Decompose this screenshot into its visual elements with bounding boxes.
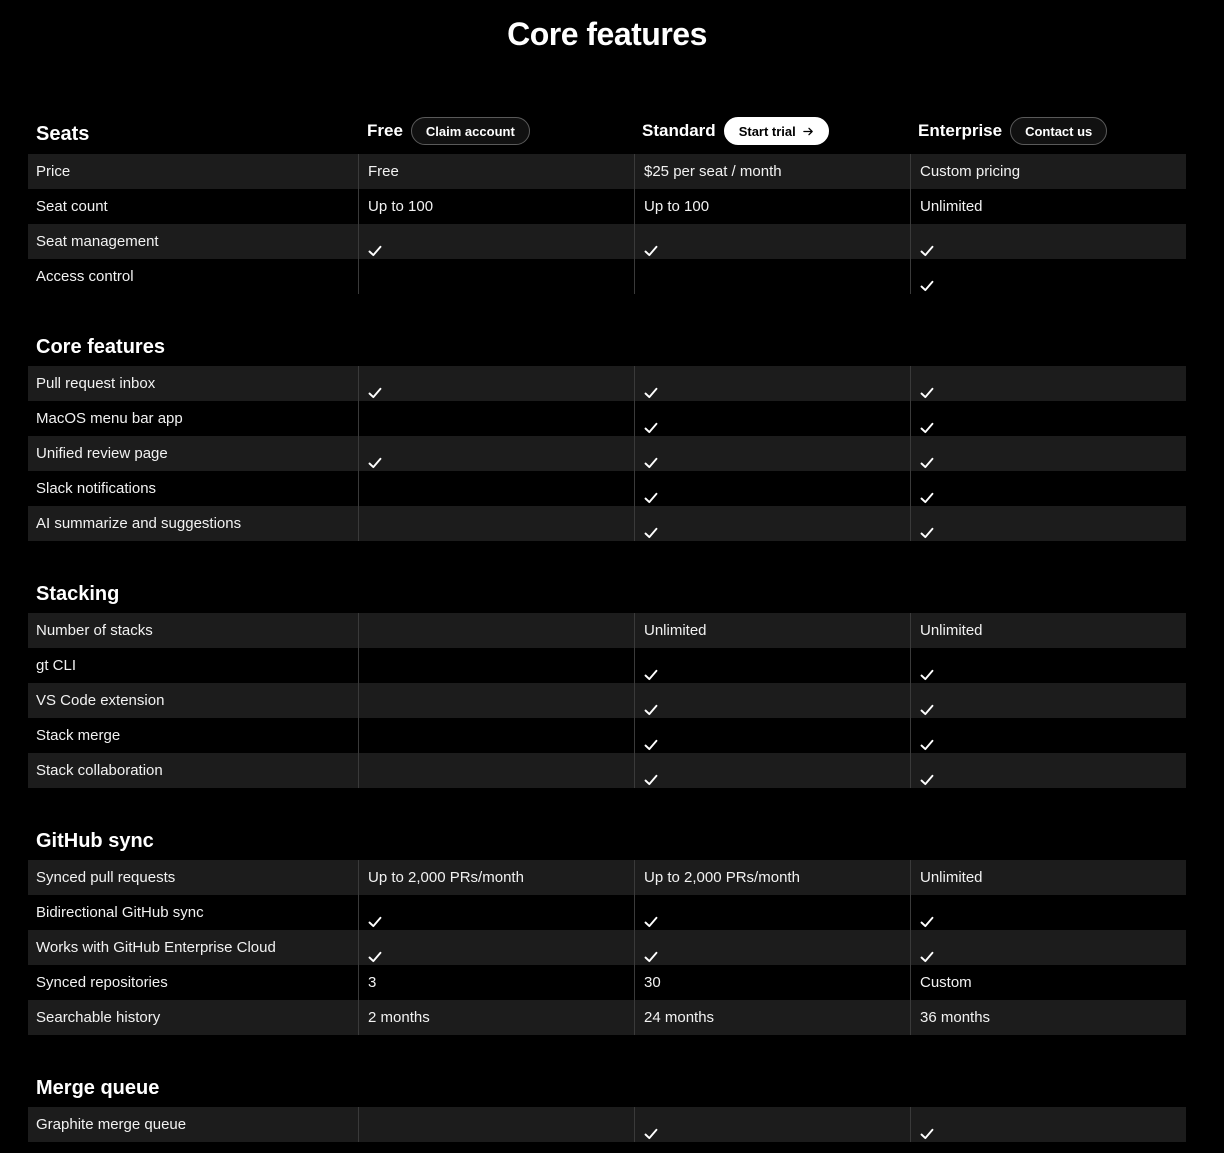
table-row bbox=[28, 895, 1186, 930]
plan-cell-standard bbox=[634, 965, 910, 1000]
feature-label: Unified review page bbox=[36, 445, 168, 462]
feature-label: VS Code extension bbox=[36, 692, 165, 709]
check-icon bbox=[644, 729, 658, 741]
check-icon bbox=[920, 377, 934, 389]
plan-cell-standard bbox=[634, 471, 910, 506]
feature-label: Seat count bbox=[36, 198, 108, 215]
check-icon bbox=[920, 906, 934, 918]
table-row bbox=[28, 471, 1186, 506]
plan-cell-standard bbox=[634, 648, 910, 683]
plan-cell-standard bbox=[634, 224, 910, 259]
plan-cell-enterprise bbox=[910, 965, 1186, 1000]
plan-cell-free bbox=[358, 1000, 634, 1035]
plan-cell-enterprise bbox=[910, 224, 1186, 259]
feature-label: Stack merge bbox=[36, 727, 121, 744]
feature-label: MacOS menu bar app bbox=[36, 410, 183, 427]
start-trial-button[interactable] bbox=[724, 117, 829, 145]
plan-cell-enterprise bbox=[910, 189, 1186, 224]
check-icon bbox=[920, 447, 934, 459]
feature-label: Pull request inbox bbox=[36, 375, 156, 392]
plan-cell-value: 36 months bbox=[920, 1009, 991, 1026]
table-row bbox=[28, 613, 1186, 648]
plan-cell-value: 24 months bbox=[644, 1009, 715, 1026]
plan-cell-value: Free bbox=[368, 163, 399, 180]
plan-cell-free bbox=[358, 436, 634, 471]
plan-cell-value: Unlimited bbox=[920, 622, 983, 639]
section-rows bbox=[28, 860, 1186, 1035]
plan-cell-value: 3 bbox=[368, 974, 377, 991]
plan-cell-standard bbox=[634, 506, 910, 541]
table-row bbox=[28, 648, 1186, 683]
feature-label: AI summarize and suggestions bbox=[36, 515, 242, 532]
table-row bbox=[28, 860, 1186, 895]
plan-cell-standard bbox=[634, 189, 910, 224]
plan-cell-free bbox=[358, 965, 634, 1000]
table-row bbox=[28, 718, 1186, 753]
plan-name-enterprise: Enterprise bbox=[918, 121, 1003, 140]
page-title: Core features bbox=[507, 16, 707, 52]
check-icon bbox=[920, 482, 934, 494]
plan-cell-standard bbox=[634, 259, 910, 294]
check-icon bbox=[644, 659, 658, 671]
feature-label: Searchable history bbox=[36, 1009, 161, 1026]
plan-cell-value: $25 per seat / month bbox=[644, 163, 782, 180]
plan-cell-standard bbox=[634, 930, 910, 965]
plan-cell-free bbox=[358, 718, 634, 753]
table-row bbox=[28, 154, 1186, 189]
feature-label: Bidirectional GitHub sync bbox=[36, 904, 204, 921]
plan-cell-free bbox=[358, 259, 634, 294]
table-row bbox=[28, 965, 1186, 1000]
table-row bbox=[28, 401, 1186, 436]
check-icon bbox=[644, 235, 658, 247]
plan-cell-free bbox=[358, 895, 634, 930]
plan-cell-value: 2 months bbox=[368, 1009, 430, 1026]
plan-cell-free bbox=[358, 471, 634, 506]
check-icon bbox=[644, 377, 658, 389]
check-icon bbox=[644, 482, 658, 494]
plan-cell-enterprise bbox=[910, 895, 1186, 930]
check-icon bbox=[368, 447, 382, 459]
check-icon bbox=[644, 1118, 658, 1130]
section-title-stacking: Stacking bbox=[36, 583, 120, 605]
plan-cell-value: Custom bbox=[920, 974, 972, 991]
plan-cell-free bbox=[358, 860, 634, 895]
plan-cell-enterprise bbox=[910, 930, 1186, 965]
plan-cell-value: Up to 100 bbox=[368, 198, 434, 215]
section-rows bbox=[28, 366, 1186, 541]
check-icon bbox=[920, 270, 934, 282]
plan-cell-standard bbox=[634, 895, 910, 930]
plan-cell-enterprise bbox=[910, 753, 1186, 788]
check-icon bbox=[368, 235, 382, 247]
feature-label: gt CLI bbox=[36, 657, 77, 674]
plan-standard bbox=[642, 116, 829, 146]
check-icon bbox=[920, 412, 934, 424]
plan-cell-standard bbox=[634, 860, 910, 895]
plan-enterprise bbox=[918, 116, 1107, 146]
check-icon bbox=[920, 235, 934, 247]
check-icon bbox=[920, 517, 934, 529]
plan-cell-free bbox=[358, 613, 634, 648]
section-title-seats: Seats bbox=[36, 123, 90, 145]
feature-label: Stack collaboration bbox=[36, 762, 163, 779]
table-row bbox=[28, 366, 1186, 401]
table-row bbox=[28, 930, 1186, 965]
plan-cell-enterprise bbox=[910, 401, 1186, 436]
plan-cell-free bbox=[358, 506, 634, 541]
plan-cell-value: Custom pricing bbox=[920, 163, 1021, 180]
check-icon bbox=[920, 941, 934, 953]
plan-cell-value: Unlimited bbox=[644, 622, 707, 639]
plan-cell-standard bbox=[634, 154, 910, 189]
section-rows bbox=[28, 613, 1186, 788]
section-title-merge-queue: Merge queue bbox=[36, 1077, 160, 1099]
plan-cell-standard bbox=[634, 1107, 910, 1142]
check-icon bbox=[920, 729, 934, 741]
start-trial-button-label: Start trial bbox=[738, 123, 796, 139]
plan-cell-standard bbox=[634, 401, 910, 436]
plan-cell-standard bbox=[634, 613, 910, 648]
plan-cell-free bbox=[358, 1107, 634, 1142]
feature-label: Synced pull requests bbox=[36, 869, 176, 886]
arrow-right-icon bbox=[803, 126, 814, 137]
feature-label: Works with GitHub Enterprise Cloud bbox=[36, 939, 276, 956]
plan-free bbox=[367, 116, 530, 146]
section-title-github-sync: GitHub sync bbox=[36, 830, 154, 852]
plan-cell-standard bbox=[634, 718, 910, 753]
plan-cell-enterprise bbox=[910, 683, 1186, 718]
plan-cell-standard bbox=[634, 683, 910, 718]
plan-cell-value: 30 bbox=[644, 974, 661, 991]
feature-label: Seat management bbox=[36, 233, 159, 250]
plan-cell-enterprise bbox=[910, 471, 1186, 506]
plan-cell-value: Unlimited bbox=[920, 869, 983, 886]
plan-cell-standard bbox=[634, 1000, 910, 1035]
check-icon bbox=[644, 764, 658, 776]
plan-cell-standard bbox=[634, 366, 910, 401]
plan-cell-enterprise bbox=[910, 1000, 1186, 1035]
check-icon bbox=[368, 377, 382, 389]
feature-label: Number of stacks bbox=[36, 622, 153, 639]
plan-cell-enterprise bbox=[910, 613, 1186, 648]
section-rows bbox=[28, 154, 1186, 294]
feature-label: Slack notifications bbox=[36, 480, 157, 497]
check-icon bbox=[644, 906, 658, 918]
table-header bbox=[28, 114, 1184, 155]
plan-cell-free bbox=[358, 366, 634, 401]
check-icon bbox=[644, 517, 658, 529]
check-icon bbox=[644, 412, 658, 424]
plan-cell-enterprise bbox=[910, 718, 1186, 753]
table-row bbox=[28, 189, 1186, 224]
feature-label: Price bbox=[36, 163, 71, 180]
check-icon bbox=[368, 906, 382, 918]
table-row bbox=[28, 506, 1186, 541]
plan-cell-value: Up to 2,000 PRs/month bbox=[644, 869, 800, 886]
plan-cell-enterprise bbox=[910, 648, 1186, 683]
plan-cell-enterprise bbox=[910, 506, 1186, 541]
check-icon bbox=[644, 694, 658, 706]
plan-cell-enterprise bbox=[910, 436, 1186, 471]
check-icon bbox=[920, 694, 934, 706]
table-row bbox=[28, 259, 1186, 294]
feature-label: Graphite merge queue bbox=[36, 1116, 187, 1133]
plan-name-free: Free bbox=[367, 121, 403, 140]
check-icon bbox=[644, 941, 658, 953]
section-title-core-features: Core features bbox=[36, 336, 165, 358]
plan-cell-free bbox=[358, 401, 634, 436]
section-rows bbox=[28, 1107, 1186, 1142]
table-row bbox=[28, 1000, 1186, 1035]
plan-cell-free bbox=[358, 753, 634, 788]
plan-cell-free bbox=[358, 683, 634, 718]
plan-cell-free bbox=[358, 930, 634, 965]
table-row bbox=[28, 224, 1186, 259]
plan-cell-value: Up to 100 bbox=[644, 198, 710, 215]
plan-cell-enterprise bbox=[910, 259, 1186, 294]
check-icon bbox=[920, 1118, 934, 1130]
check-icon bbox=[368, 941, 382, 953]
plan-cell-standard bbox=[634, 753, 910, 788]
check-icon bbox=[644, 447, 658, 459]
plan-cell-enterprise bbox=[910, 154, 1186, 189]
plan-cell-free bbox=[358, 154, 634, 189]
plan-cell-enterprise bbox=[910, 860, 1186, 895]
check-icon bbox=[920, 659, 934, 671]
plan-cell-standard bbox=[634, 436, 910, 471]
plan-name-standard: Standard bbox=[642, 121, 716, 140]
table-row bbox=[28, 753, 1186, 788]
feature-label: Access control bbox=[36, 268, 134, 285]
contact-us-button-label: Contact us bbox=[1025, 123, 1093, 139]
contact-us-button[interactable] bbox=[1010, 117, 1107, 145]
plan-cell-free bbox=[358, 224, 634, 259]
plan-cell-value: Up to 2,000 PRs/month bbox=[368, 869, 524, 886]
plan-cell-free bbox=[358, 648, 634, 683]
plan-cell-free bbox=[358, 189, 634, 224]
claim-account-button[interactable] bbox=[411, 117, 530, 145]
claim-account-button-label: Claim account bbox=[425, 123, 515, 139]
table-row bbox=[28, 683, 1186, 718]
check-icon bbox=[920, 764, 934, 776]
feature-label: Synced repositories bbox=[36, 974, 168, 991]
table-row bbox=[28, 436, 1186, 471]
plan-cell-enterprise bbox=[910, 1107, 1186, 1142]
plan-cell-enterprise bbox=[910, 366, 1186, 401]
table-row bbox=[28, 1107, 1186, 1142]
plan-cell-value: Unlimited bbox=[920, 198, 983, 215]
